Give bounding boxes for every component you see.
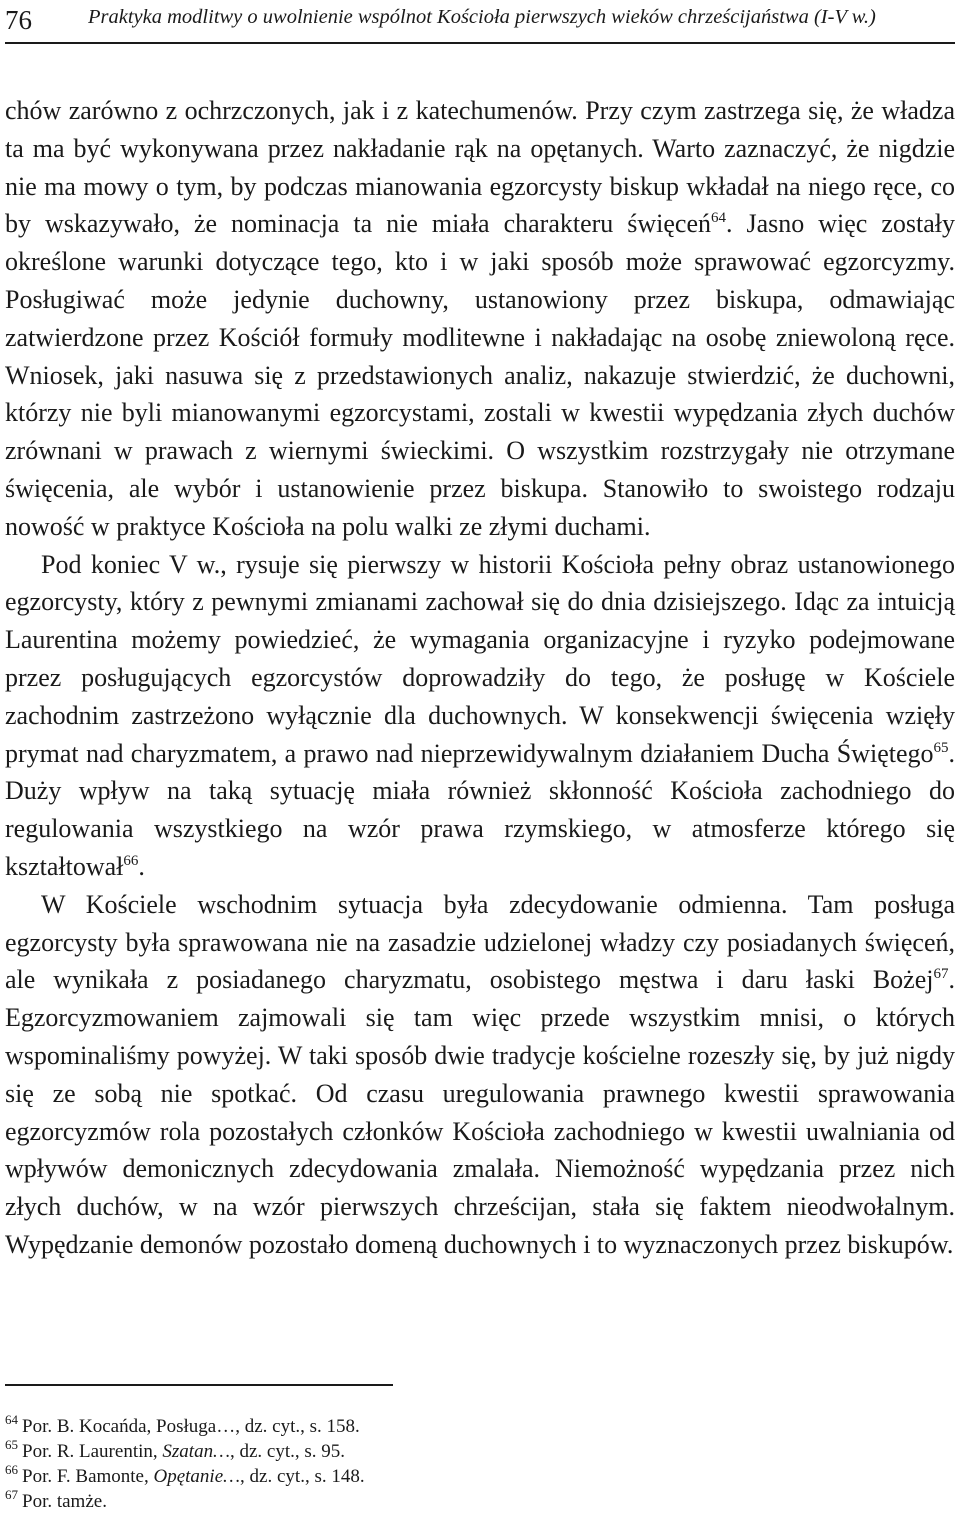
footnote-text: , dz. cyt., s. 148. (240, 1466, 365, 1487)
footnote-reference: 67 (933, 966, 949, 983)
footnote-text: Por. tamże. (22, 1491, 107, 1512)
paragraph-text: W Kościele wschodnim sytuacja była zdecydowanie odmienna. Tam posługa egzorcysty była sprawowana nie na zasadzie udzielonej władzy czy posiadanych święceń, ale wynikała z posiadanego charyzmatu, osobistego męstwa i daru łaski Bożej (5, 889, 955, 995)
main-text (5, 92, 955, 1264)
footnote-text: , dz. cyt., s. 95. (229, 1441, 346, 1462)
paragraph-text: . Egzorcyzmowaniem zajmowali się tam więc przede wszystkim mnisi, o których wspominaliśmy powyżej. W taki sposób dwie tradycje kościelne rozeszły się, by już nigdy się ze sobą nie spotkać. Od czasu uregulowania prawnego kwestii sprawowania egzorcyzmów rola pozostałych członków Kościoła zachodniego w kwestii uwalniania od wpływów demonicznych zdecydowania zmalała. Niemożność wypędzania przez nich złych duchów, w na wzór pierwszych chrześcijan, stała się faktem nieodwołalnym. Wypędzanie demonów pozostało domeną duchownych i to wyznaczonych przez biskupów. (5, 965, 955, 1259)
footnote-reference: 64 (711, 210, 727, 227)
footnote-title: Szatan… (162, 1441, 230, 1462)
footnote-text: Por. R. Laurentin, (22, 1441, 163, 1462)
page-number: 76 (5, 5, 32, 35)
footnote (5, 1489, 905, 1514)
running-title: Praktyka modlitwy o uwolnienie wspólnot Kościoła pierwszych wieków chrześcijaństwa (I-V w.) (88, 6, 876, 28)
paragraph-text: . Duży wpływ na taką sytuację miała również skłonność Kościoła zachodniego do regulowania wszystkiego na wzór prawa rzymskiego, w atmosferze którego się kształtował (5, 738, 955, 881)
footnote-title: Opętanie… (153, 1466, 241, 1487)
footnote (5, 1439, 905, 1464)
footnote-number: 67 (5, 1487, 18, 1502)
paragraph-text: . (138, 851, 145, 881)
footnote-reference: 65 (933, 739, 949, 756)
paragraph-text: chów zarówno z ochrzczonych, jak i z katechumenów. Przy czym zastrzega się, że władza ta ma być wykonywana przez nakładanie rąk na opętanych. Warto zaznaczyć, że nigdzie nie ma mowy o tym, by podczas mianowania egzorcysty biskup wkładał na niego ręce, co by wskazywało, że nominacja ta nie miała charakteru święceń (5, 96, 955, 239)
footnote-text: Por. F. Bamonte, (22, 1466, 154, 1487)
footnote-rule (5, 1384, 393, 1386)
footnote (5, 1414, 905, 1439)
header-rule (5, 42, 955, 44)
footnote-text: , dz. cyt., s. 158. (235, 1416, 360, 1437)
footnotes (5, 1414, 905, 1514)
footnote-number: 66 (5, 1462, 18, 1477)
paragraph-text: Pod koniec V w., rysuje się pierwszy w historii Kościoła pełny obraz ustanowionego egzorcysty, który z pewnymi zmianami zachował się do dnia dzisiejszego. Idąc za intuicją Laurentina możemy powiedzieć, że wymagania organizacyjne i ryzyko podejmowane przez posługujących egzorcystów doprowadziły do tego, że posługę w Kościele zachodnim zastrzeżono wyłącznie dla duchownych. W konsekwencji święcenia wzięły prymat nad charyzmatem, a prawo nad nieprzewidywalnym działaniem Ducha Świętego (5, 549, 955, 768)
footnote-reference: 66 (123, 852, 139, 869)
paragraph-2 (5, 546, 955, 886)
footnote (5, 1464, 905, 1489)
footnote-number: 65 (5, 1437, 18, 1452)
paragraph-text: . Jasno więc zostały określone warunki dotyczące tego, kto i w jaki sposób może sprawować egzorcyzmy. Posługiwać może jedynie duchowny, ustanowiony przez biskupa, odmawiając zatwierdzone przez Kościół formuły modlitewne i nakładając na osobę zniewoloną ręce. Wniosek, jaki nasuwa się z przedstawionych analiz, nakazuje stwierdzić, że duchowni, którzy nie byli mianowanymi egzorcystami, zostali w kwestii wypędzania złych duchów zrównani w prawach z wiernymi świeckimi. O wszystkim rozstrzygały nie otrzymane święcenia, ale wybór i ustanowienie przez biskupa. Stanowiło to swoistego rodzaju nowość w praktyce Kościoła na polu walki ze złymi duchami. (5, 209, 955, 541)
paragraph-3 (5, 886, 955, 1264)
footnote-number: 64 (5, 1412, 18, 1427)
footnote-text: Por. B. Kocańda, Posługa… (22, 1416, 236, 1437)
page-header (5, 0, 955, 48)
paragraph-1 (5, 92, 955, 546)
